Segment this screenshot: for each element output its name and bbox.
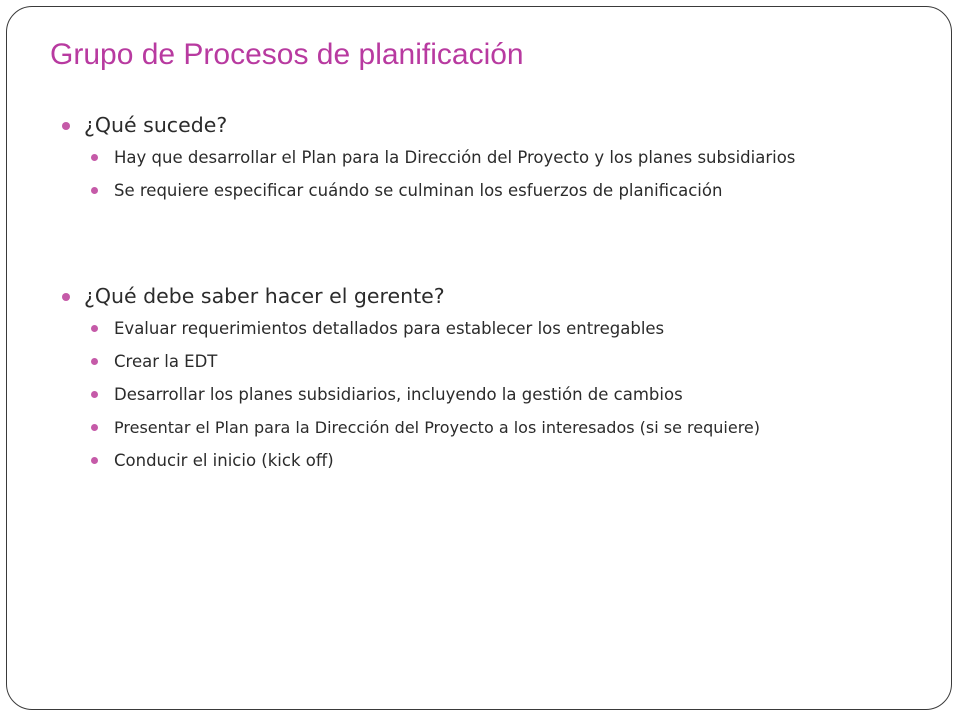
sub-bullet-item bbox=[62, 316, 760, 341]
bullet-heading-text: ¿Qué sucede? bbox=[84, 113, 228, 137]
sub-bullet-text: Crear la EDT bbox=[114, 352, 218, 371]
sub-bullet-dot-icon bbox=[91, 325, 98, 332]
sub-bullet-text: Presentar el Plan para la Dirección del Proyecto a los interesados (si se requiere) bbox=[114, 418, 760, 437]
sub-bullet-dot-icon bbox=[91, 391, 98, 398]
sub-bullet-item bbox=[62, 415, 760, 440]
sub-bullet-text: Evaluar requerimientos detallados para establecer los entregables bbox=[114, 319, 665, 338]
sub-bullet-dot-icon bbox=[91, 457, 98, 464]
sub-bullet-text: Desarrollar los planes subsidiarios, incluyendo la gestión de cambios bbox=[114, 385, 683, 404]
sub-bullet-item bbox=[62, 178, 795, 203]
sub-bullet-text: Conducir el inicio (kick off) bbox=[114, 451, 334, 470]
sub-bullet-item bbox=[62, 349, 760, 374]
bullet-dot-icon bbox=[62, 122, 70, 130]
bullet-heading bbox=[62, 284, 760, 308]
sub-bullet-list bbox=[62, 316, 760, 473]
sub-bullet-dot-icon bbox=[91, 424, 98, 431]
sub-bullet-item bbox=[62, 448, 760, 473]
sub-bullet-dot-icon bbox=[91, 358, 98, 365]
sub-bullet-text: Hay que desarrollar el Plan para la Dirección del Proyecto y los planes subsidiarios bbox=[114, 148, 796, 167]
sub-bullet-text: Se requiere especificar cuándo se culminan los esfuerzos de planificación bbox=[114, 181, 723, 200]
sub-bullet-dot-icon bbox=[91, 154, 98, 161]
bullet-dot-icon bbox=[62, 293, 70, 301]
bullet-heading-text: ¿Qué debe saber hacer el gerente? bbox=[84, 284, 445, 308]
sub-bullet-item bbox=[62, 145, 795, 170]
slide-title: Grupo de Procesos de planificación bbox=[50, 38, 524, 71]
section-que-sucede bbox=[62, 113, 795, 211]
sub-bullet-list bbox=[62, 145, 795, 203]
sub-bullet-item bbox=[62, 382, 760, 407]
section-que-debe-saber bbox=[62, 284, 760, 481]
bullet-heading bbox=[62, 113, 795, 137]
sub-bullet-dot-icon bbox=[91, 187, 98, 194]
